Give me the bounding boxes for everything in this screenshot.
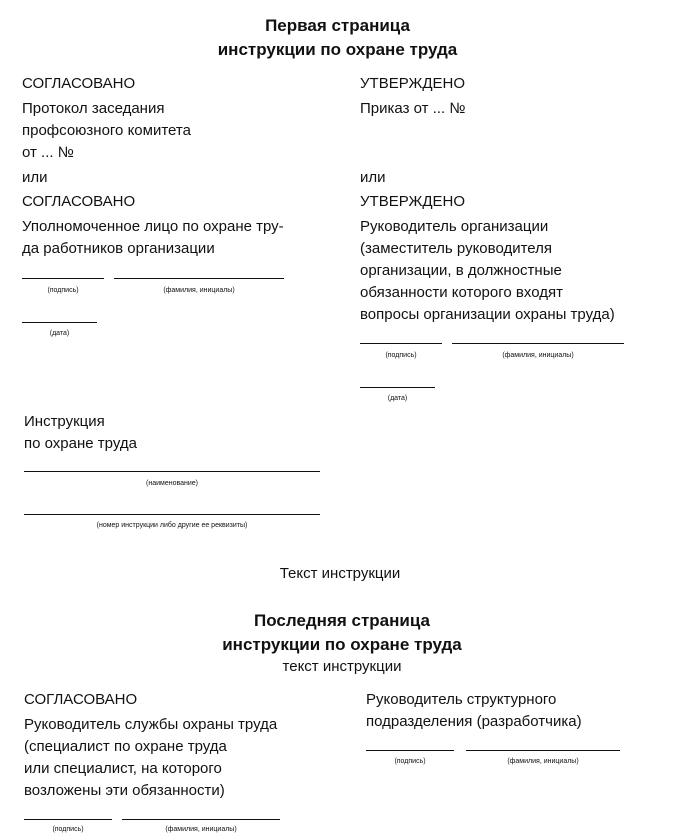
signature-caption-left: (подпись) (47, 287, 79, 294)
head-line-3: организации, в должностные (360, 262, 562, 279)
head-line-5: вопросы организации охраны труда) (360, 306, 615, 323)
instruction-label-line-1: Инструкция (24, 413, 105, 430)
unit-head-line-1: Руководитель структурного (366, 691, 557, 708)
last-name-caption-right: (фамилия, инициалы) (507, 758, 579, 765)
instruction-name-caption: (наименование) (146, 480, 198, 487)
last-signature-caption-right: (подпись) (394, 758, 426, 765)
signature-caption-right: (подпись) (385, 352, 417, 359)
date-line-left (22, 322, 97, 323)
last-signature-line-right (366, 750, 454, 751)
name-caption-right: (фамилия, инициалы) (502, 352, 574, 359)
last-page-title-line1: Последняя страница (254, 611, 430, 630)
instruction-number-line (24, 514, 320, 515)
approved-label-2: УТВЕРЖДЕНО (360, 193, 466, 210)
authorized-person-line-1: Уполномоченное лицо по охране тру- (22, 218, 284, 235)
date-line-right (360, 387, 435, 388)
last-name-line-right (466, 750, 620, 751)
safety-head-line-2: (специалист по охране труда (24, 738, 227, 755)
safety-head-line-1: Руководитель службы охраны труда (24, 716, 278, 733)
last-name-line-left (122, 819, 280, 820)
protocol-line-1: Протокол заседания (22, 100, 165, 117)
or-label-left: или (22, 169, 48, 186)
last-signature-line-left (24, 819, 112, 820)
agreed-label-1: СОГЛАСОВАНО (22, 75, 136, 92)
last-name-caption-left: (фамилия, инициалы) (165, 826, 237, 833)
instruction-name-line (24, 471, 320, 472)
first-page-title-line2: инструкции по охране труда (217, 40, 458, 59)
protocol-line-3: от ... № (22, 144, 74, 161)
instruction-number-caption: (номер инструкции либо другие ее реквизиты) (96, 522, 248, 529)
first-page-body-text: Текст инструкции (279, 565, 401, 582)
last-page-title-line2: инструкции по охране труда (222, 635, 462, 654)
date-caption-left: (дата) (49, 330, 70, 337)
unit-head-line-2: подразделения (разработчика) (366, 713, 582, 730)
name-line-left (114, 278, 284, 279)
head-line-1: Руководитель организации (360, 218, 549, 235)
name-line-right (452, 343, 624, 344)
last-signature-caption-left: (подпись) (52, 826, 84, 833)
signature-line-right (360, 343, 442, 344)
agreed-label-2: СОГЛАСОВАНО (22, 193, 136, 210)
head-line-2: (заместитель руководителя (360, 240, 553, 257)
last-page-body-text: текст инструкции (282, 658, 402, 675)
signature-line-left (22, 278, 104, 279)
authorized-person-line-2: да работников организации (22, 240, 215, 257)
last-agreed-label: СОГЛАСОВАНО (24, 691, 138, 708)
order-line: Приказ от ... № (360, 100, 466, 117)
first-page-title-line1: Первая страница (265, 16, 410, 35)
safety-head-line-3: или специалист, на которого (24, 760, 222, 777)
date-caption-right: (дата) (387, 395, 408, 402)
safety-head-line-4: возложены эти обязанности) (24, 782, 225, 799)
or-label-right: или (360, 169, 386, 186)
instruction-label-line-2: по охране труда (24, 435, 137, 452)
approved-label-1: УТВЕРЖДЕНО (360, 75, 466, 92)
protocol-line-2: профсоюзного комитета (22, 122, 191, 139)
name-caption-left: (фамилия, инициалы) (163, 287, 235, 294)
head-line-4: обязанности которого входят (360, 284, 563, 301)
